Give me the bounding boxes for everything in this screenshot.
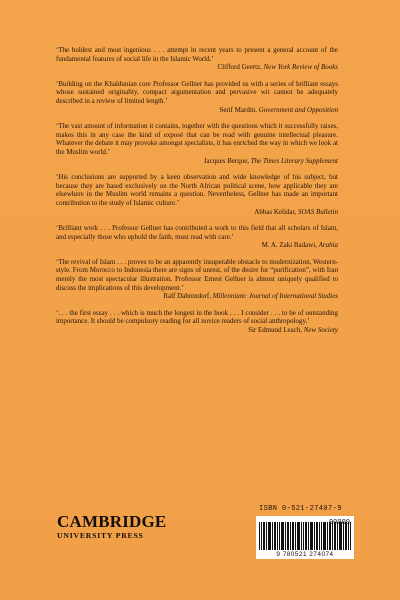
quote-attribution: [56, 157, 338, 166]
quote-author: Sir Edmund Leach,: [248, 326, 304, 335]
quote-source: Millennium: Journal of International Studies: [212, 292, 338, 301]
review-quote-5: [56, 224, 338, 250]
quote-text: ‘The vast amount of information it contains, together with the questions which it successfully raises, makes this in any case the kind of exposé that can be read with genuine intellectual pleasure. Whatever the debate it may provoke amongst specialists, it has enriched the way in which we look at the Muslim world.’: [56, 122, 338, 156]
quote-text: ‘Brilliant work . . . Professor Gellner has contributed a work to this field that all scholars of Islam, and especially those who uphold the faith, must read with care.’: [56, 224, 338, 241]
quote-attribution: [56, 326, 338, 335]
quote-attribution: [56, 241, 338, 250]
isbn-label: ISBN 0-521-27407-9: [259, 505, 342, 513]
quote-author: Serif Mardin,: [219, 105, 259, 114]
quote-source: Arabia: [318, 241, 338, 250]
review-quote-7: [56, 309, 338, 335]
quote-author: Clifford Geertz,: [217, 63, 264, 72]
quote-source: New York Review of Books: [263, 63, 338, 72]
barcode-number: 9 780521 274074: [276, 551, 334, 558]
review-quotes: [56, 46, 338, 343]
quote-attribution: [56, 106, 338, 115]
review-quote-2: [56, 80, 338, 114]
publisher-logo: [57, 513, 166, 540]
review-quote-6: [56, 258, 338, 301]
quote-author: M. A. Zaki Badawi,: [261, 241, 319, 250]
quote-author: Abbas Kelidar,: [254, 207, 298, 216]
quote-text: ‘The boldest and most ingenious . . . attempt in recent years to present a general account of the fundamental features of social life in the Islamic World.’: [56, 46, 338, 63]
barcode-box: [256, 516, 354, 559]
quote-text: ‘His conclusions are supported by a keen observation and wide knowledge of his subject, but because they are based exclusively on the North African political scene, how applicable they are elsewhere in the Muslim world remains a question. Nevertheless, Gellner has made an important contribution to the study of Islamic culture.’: [56, 173, 338, 207]
review-quote-3: [56, 122, 338, 165]
quote-text: ‘. . . the first essay . . . which is much the longest in the book . . . I consider . . . to be of outstanding importance. It should be compulsory reading for all novice readers of social anthropology.’: [56, 308, 338, 326]
quote-author: Jacques Berque,: [203, 156, 251, 165]
quote-attribution: [56, 292, 338, 301]
quote-author: Ralf Dahrendorf,: [163, 292, 213, 301]
quote-text: ‘The revival of Islam . . . proves to be an apparently insuperable obstacle to modernization, Western-style. From Morocco to Indonesia there are signs of unrest, of the desire for “purification”, with Iran merely the most spectacular illustration. Professor Ernest Gellner is almost uniquely qualified to discuss the implications of this development.’: [56, 257, 338, 292]
quote-source: The Times Literary Supplement: [250, 156, 338, 165]
publisher-name: CAMBRIDGE: [57, 512, 167, 531]
quote-source: New Society: [303, 326, 338, 335]
review-quote-4: [56, 173, 338, 216]
quote-attribution: [56, 63, 338, 72]
review-quote-1: [56, 46, 338, 72]
publisher-subtitle: UNIVERSITY PRESS: [57, 531, 144, 540]
quote-attribution: [56, 208, 338, 217]
quote-source: SOAS Bulletin: [297, 207, 338, 216]
quote-text: ‘Building on the Khaldunian core Professor Gellner has provided us with a series of brilliant essays whose sustained originality, compact argumentation and pervasive wit cannot be adequately described in a review of limited length.’: [56, 79, 338, 105]
barcode-icon: [259, 522, 351, 550]
quote-source: Government and Opposition: [258, 105, 338, 114]
